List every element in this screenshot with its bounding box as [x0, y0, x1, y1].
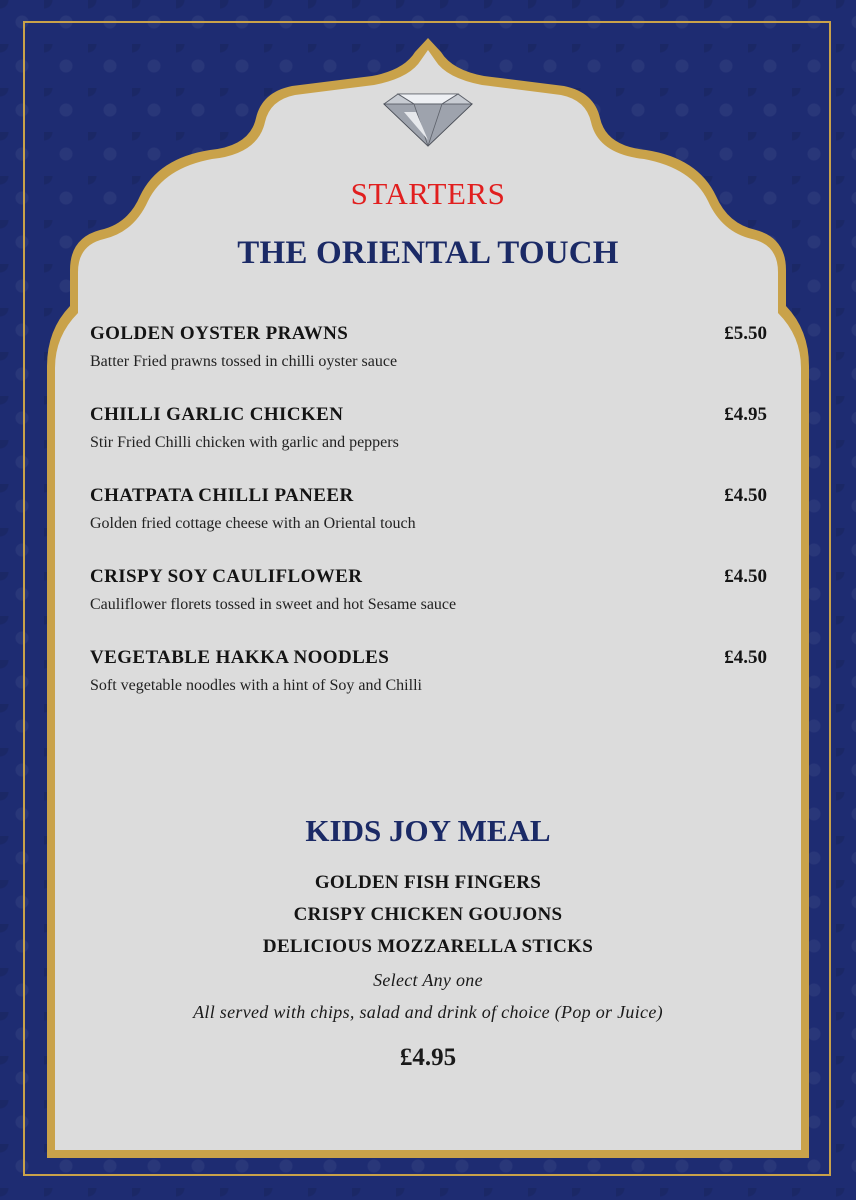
item-description: Soft vegetable noodles with a hint of Soy and Chilli: [90, 677, 422, 694]
item-name: VEGETABLE HAKKA NOODLES: [90, 647, 390, 668]
kids-item: CRISPY CHICKEN GOUJONS: [293, 904, 563, 925]
item-name: CHILLI GARLIC CHICKEN: [90, 404, 344, 425]
section-label: STARTERS: [350, 176, 506, 211]
item-description: Golden fried cottage cheese with an Oriental touch: [90, 515, 416, 532]
item-description: Batter Fried prawns tossed in chilli oyster sauce: [90, 353, 398, 370]
item-price: £5.50: [724, 323, 767, 344]
item-price: £4.50: [724, 566, 767, 587]
item-description: Stir Fried Chilli chicken with garlic and peppers: [90, 434, 399, 451]
kids-item: DELICIOUS MOZZARELLA STICKS: [262, 936, 594, 957]
item-price: £4.95: [724, 404, 767, 425]
item-name: CRISPY SOY CAULIFLOWER: [90, 566, 363, 587]
kids-item: GOLDEN FISH FINGERS: [314, 872, 542, 893]
item-price: £4.50: [724, 485, 767, 506]
kids-price: £4.95: [399, 1044, 457, 1071]
section-title: THE ORIENTAL TOUCH: [237, 235, 619, 271]
item-description: Cauliflower florets tossed in sweet and hot Sesame sauce: [90, 596, 457, 613]
item-name: CHATPATA CHILLI PANEER: [90, 485, 354, 506]
item-name: GOLDEN OYSTER PRAWNS: [90, 323, 349, 344]
kids-select-note: Select Any one: [373, 970, 483, 990]
item-price: £4.50: [724, 647, 767, 668]
kids-title: KIDS JOY MEAL: [305, 813, 551, 848]
kids-served-note: All served with chips, salad and drink of choice (Pop or Juice): [193, 1002, 663, 1022]
